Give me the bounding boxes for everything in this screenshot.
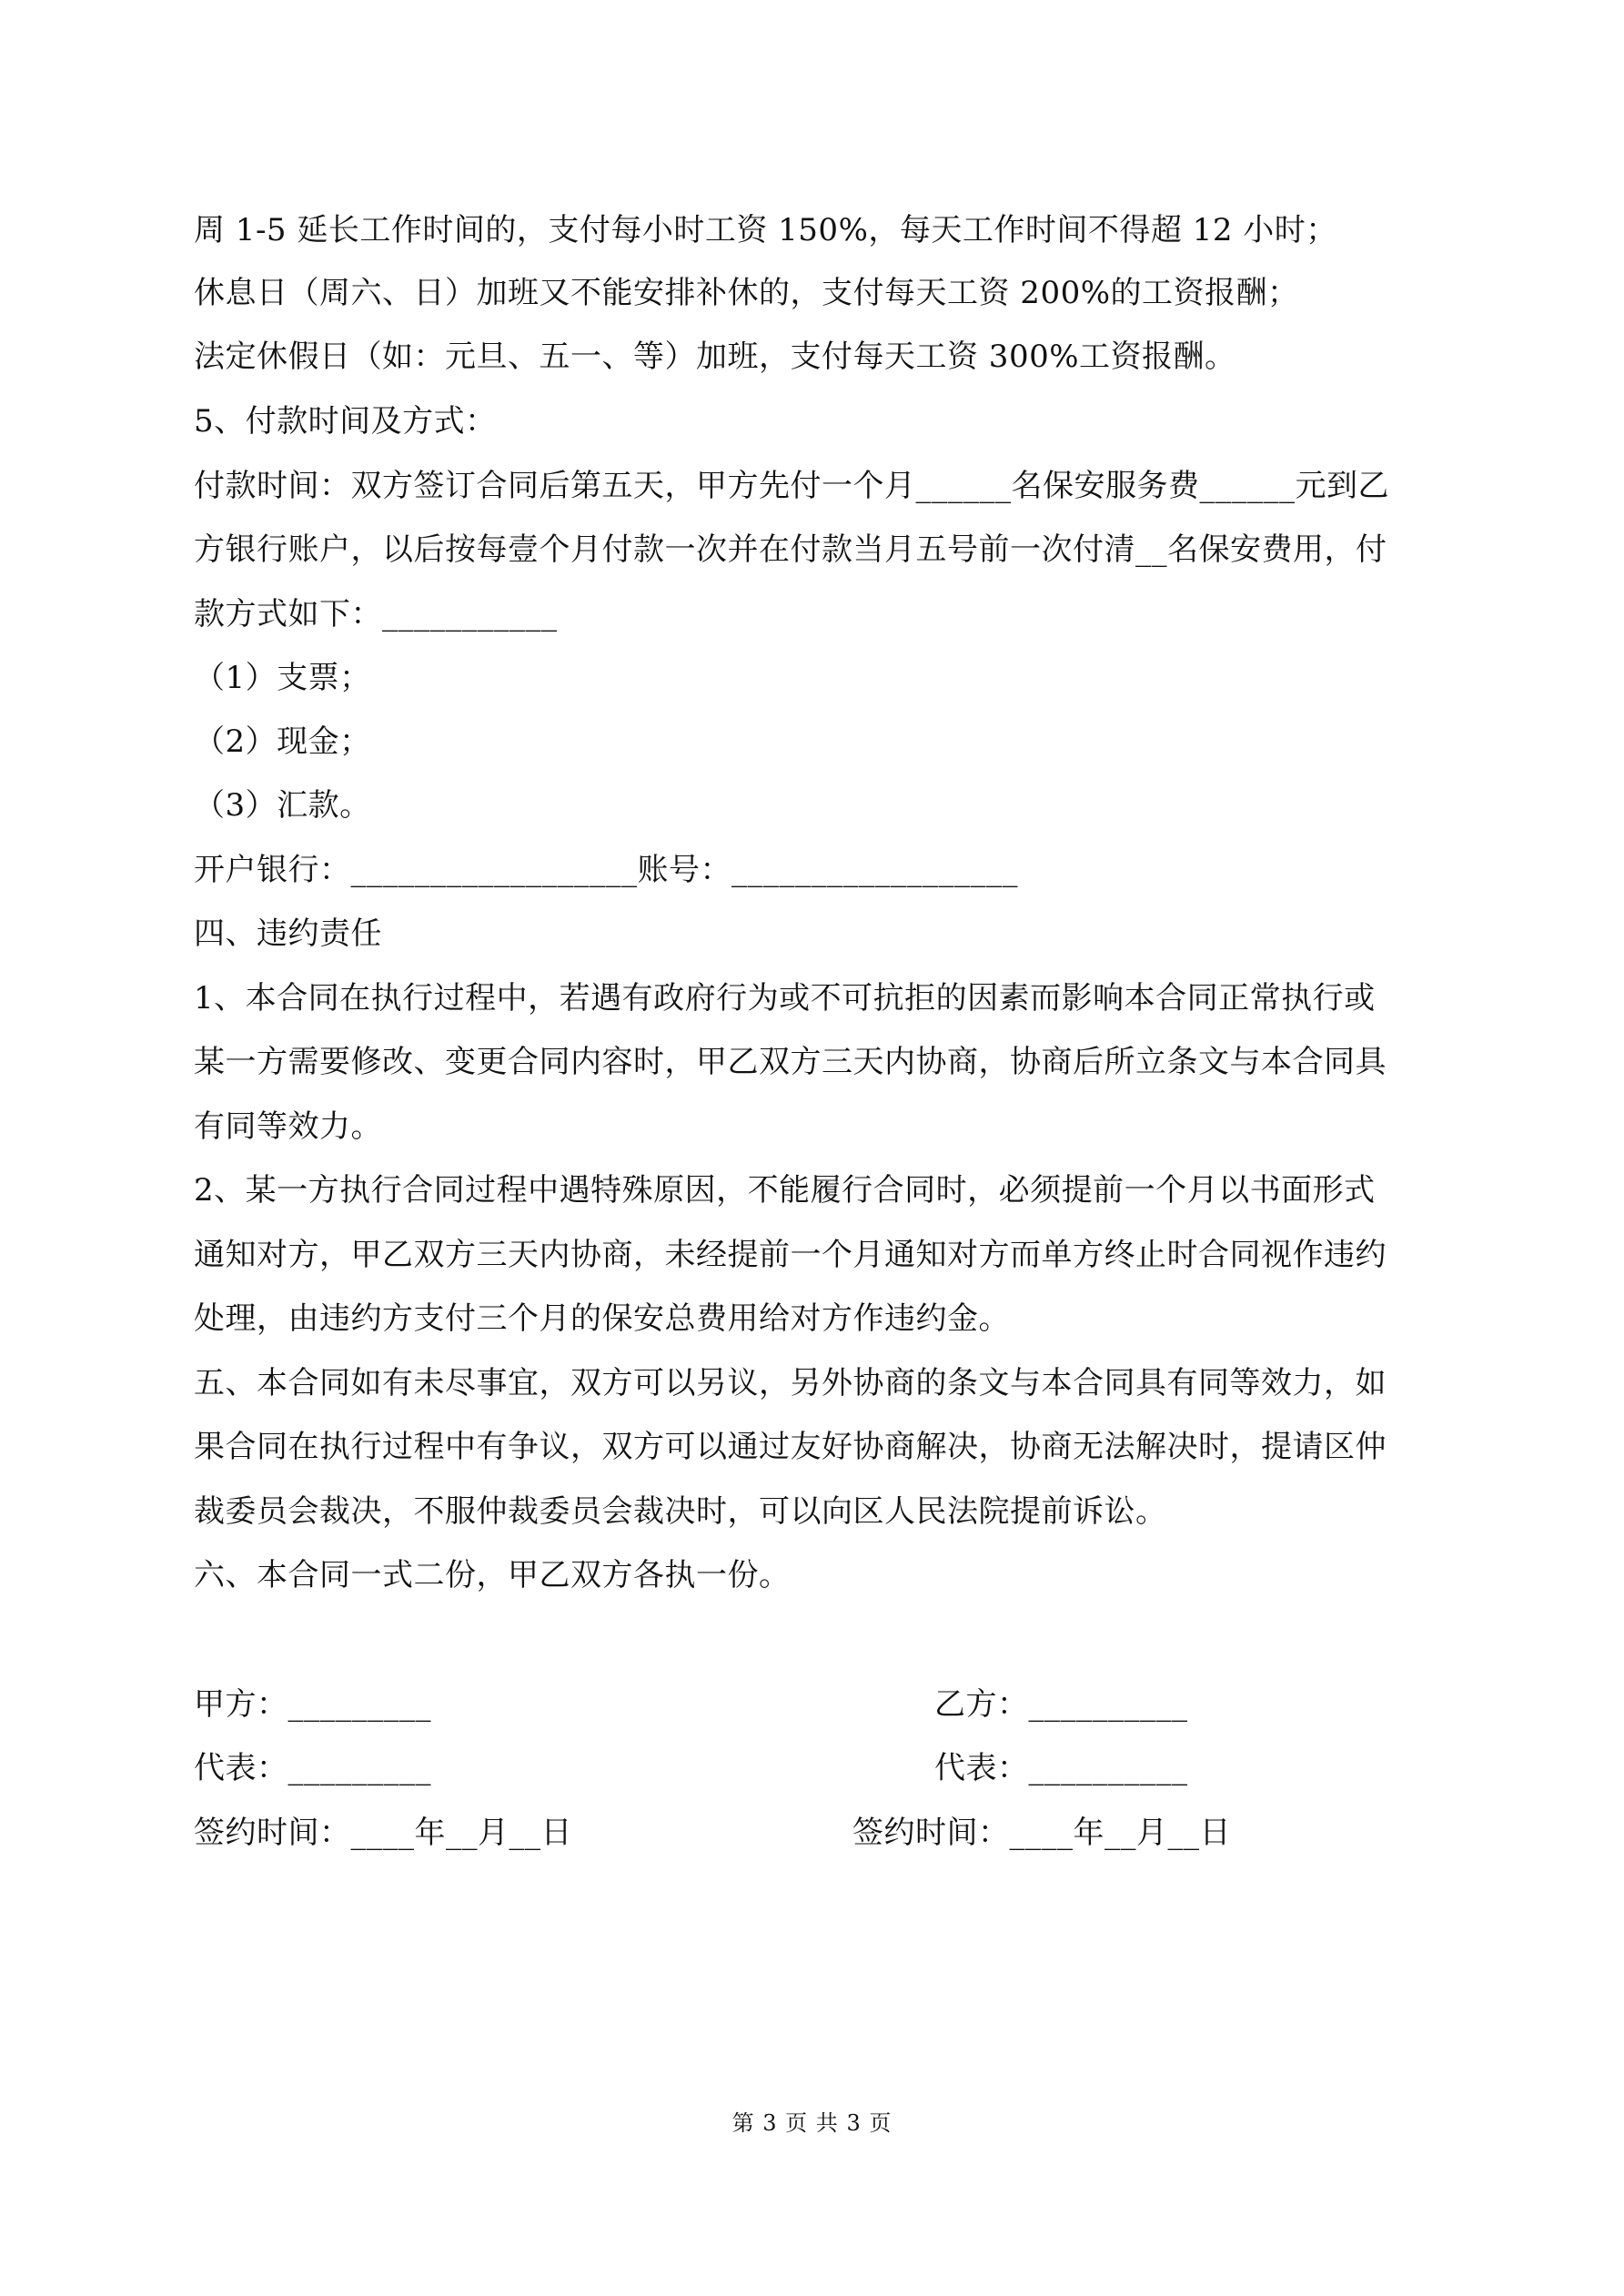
- party-b-representative: 代表：__________: [934, 1750, 1188, 1786]
- paragraph-line: 五、本合同如有未尽事宜，双方可以另议，另外协商的条文与本合同具有同等效力，如: [194, 1365, 1387, 1401]
- bank-account-line: 开户银行：__________________账号：__________________: [194, 852, 1018, 888]
- page-number-footer: 第 3 页 共 3 页: [731, 2110, 893, 2136]
- paragraph-line: 有同等效力。: [194, 1108, 382, 1145]
- list-item: （2）现金；: [194, 723, 371, 760]
- paragraph-line: 裁委员会裁决，不服仲裁委员会裁决时，可以向区人民法院提前诉讼。: [194, 1493, 1167, 1530]
- paragraph-line: 果合同在执行过程中有争议，双方可以通过友好协商解决，协商无法解决时，提请区仲: [194, 1429, 1387, 1465]
- party-a-sign-date: 签约时间：____年__月__日: [194, 1815, 572, 1851]
- party-a-signature: 甲方：_________: [194, 1686, 431, 1723]
- party-b-signature: 乙方：__________: [934, 1686, 1188, 1723]
- paragraph-line: 2、某一方执行合同过程中遇特殊原因，不能履行合同时，必须提前一个月以书面形式: [194, 1172, 1376, 1209]
- section-heading: 四、违约责任: [194, 915, 382, 952]
- paragraph-line: 法定休假日（如：元旦、五一、等）加班，支付每天工资 300%工资报酬。: [194, 339, 1236, 375]
- party-b-sign-date: 签约时间：____年__月__日: [852, 1815, 1231, 1851]
- paragraph-line: 六、本合同一式二份，甲乙双方各执一份。: [194, 1557, 791, 1593]
- list-item: （1）支票；: [194, 660, 371, 696]
- paragraph-line: 休息日（周六、日）加班又不能安排补休的，支付每天工资 200%的工资报酬；: [194, 275, 1299, 311]
- paragraph-line: 方银行账户，以后按每壹个月付款一次并在付款当月五号前一次付清__名保安费用，付: [194, 531, 1387, 568]
- paragraph-line: 1、本合同在执行过程中，若遇有政府行为或不可抗拒的因素而影响本合同正常执行或: [194, 980, 1376, 1017]
- party-a-representative: 代表：_________: [194, 1750, 431, 1786]
- paragraph-line: 通知对方，甲乙双方三天内协商，未经提前一个月通知对方而单方终止时合同视作违约: [194, 1237, 1387, 1273]
- paragraph-line: 付款时间：双方签订合同后第五天，甲方先付一个月______名保安服务费______元到乙: [194, 468, 1389, 504]
- paragraph-line: 处理，由违约方支付三个月的保安总费用给对方作违约金。: [194, 1300, 1010, 1337]
- paragraph-line: 某一方需要修改、变更合同内容时，甲乙双方三天内协商，协商后所立条文与本合同具: [194, 1044, 1387, 1080]
- paragraph-line: 周 1-5 延长工作时间的，支付每小时工资 150%，每天工作时间不得超 12 小时；: [194, 212, 1337, 248]
- paragraph-line: 款方式如下：___________: [194, 596, 558, 632]
- section-heading: 5、付款时间及方式：: [194, 403, 497, 440]
- list-item: （3）汇款。: [194, 787, 371, 824]
